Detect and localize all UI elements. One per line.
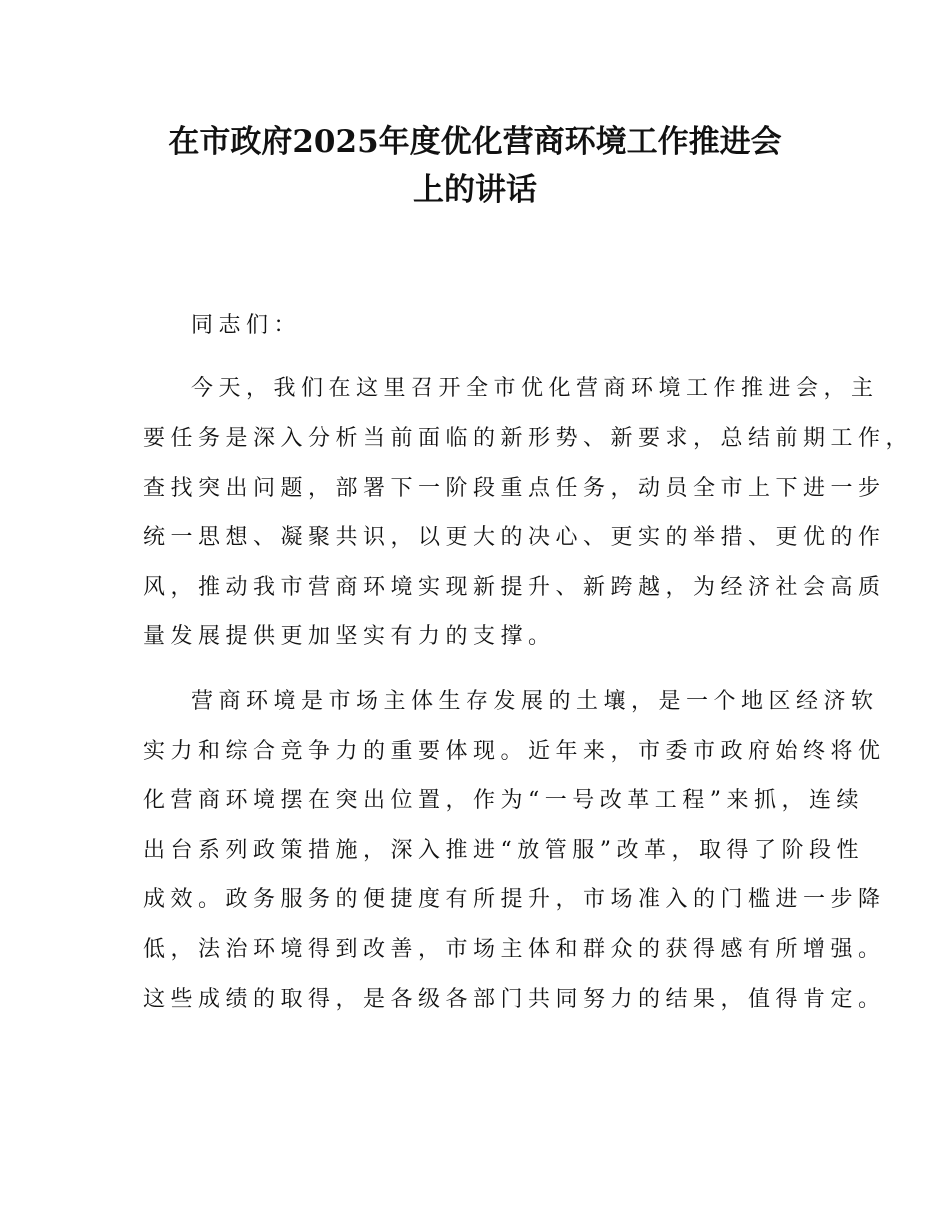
paragraph-1-line-2: 要任务是深入分析当前面临的新形势、新要求，总结前期工作， xyxy=(143,426,914,451)
paragraph-1-line-6: 量发展提供更加坚实有力的支撑。 xyxy=(143,624,556,649)
paragraph-2-line-4: 出台系列政策措施，深入推进“放管服”改革，取得了阶段性 xyxy=(143,838,864,863)
salutation: 同志们： xyxy=(191,313,302,338)
paragraph-1-line-4: 统一思想、凝聚共识，以更大的决心、更实的举措、更优的作 xyxy=(143,525,886,550)
paragraph-2-line-3: 化营商环境摆在突出位置，作为“一号改革工程”来抓，连续 xyxy=(143,788,864,813)
paragraph-2-line-7: 这些成绩的取得，是各级各部门共同努力的结果，值得肯定。 xyxy=(143,987,886,1012)
paragraph-2-line-2: 实力和综合竞争力的重要体现。近年来，市委市政府始终将优 xyxy=(143,739,886,764)
paragraph-2-line-5: 成效。政务服务的便捷度有所提升，市场准入的门槛进一步降 xyxy=(143,887,886,912)
paragraph-2-line-1: 营商环境是市场主体生存发展的土壤，是一个地区经济软 xyxy=(191,689,879,714)
document-title-line-2: 上的讲话 xyxy=(413,172,537,208)
paragraph-1-line-5: 风，推动我市营商环境实现新提升、新跨越，为经济社会高质 xyxy=(143,575,886,600)
document-title-line-1: 在市政府2025年度优化营商环境工作推进会 xyxy=(168,124,782,160)
paragraph-1-line-3: 查找突出问题，部署下一阶段重点任务，动员全市上下进一步 xyxy=(143,476,886,501)
paragraph-1-line-1: 今天，我们在这里召开全市优化营商环境工作推进会，主 xyxy=(191,376,879,401)
paragraph-2-line-6: 低，法治环境得到改善，市场主体和群众的获得感有所增强。 xyxy=(143,937,886,962)
